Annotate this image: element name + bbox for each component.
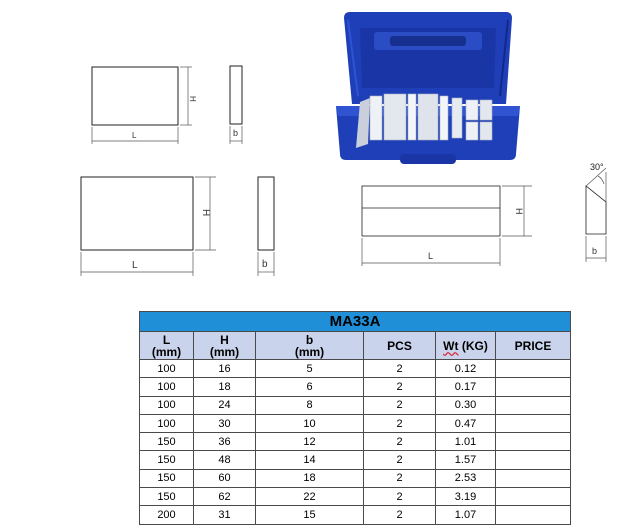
table-cell: 1.57 (436, 451, 496, 469)
header-line1: PRICE (514, 338, 552, 353)
table-row (140, 414, 571, 432)
table-cell: 24 (194, 396, 256, 414)
table-row (140, 396, 571, 414)
table-body (140, 360, 571, 525)
column-header (436, 332, 496, 360)
dim-label-b: b (592, 246, 598, 256)
table-cell: 100 (140, 378, 194, 396)
table-cell: 0.30 (436, 396, 496, 414)
table-cell: 62 (194, 488, 256, 506)
table-cell: 10 (256, 414, 364, 432)
table-cell: 0.17 (436, 378, 496, 396)
table-cell (496, 488, 571, 506)
product-photo-case (330, 6, 526, 166)
table-cell: 0.12 (436, 360, 496, 378)
table-cell (496, 396, 571, 414)
dim-label-l: L (428, 251, 434, 261)
table-cell: 2 (364, 360, 436, 378)
table-row (140, 433, 571, 451)
table-cell: 22 (256, 488, 364, 506)
header-line1: L (162, 332, 171, 347)
table-cell: 100 (140, 414, 194, 432)
table-cell: 48 (194, 451, 256, 469)
table-cell: 2 (364, 433, 436, 451)
diagram-block-large-front (72, 168, 222, 280)
table-cell: 100 (140, 396, 194, 414)
table-cell: 12 (256, 433, 364, 451)
table-cell: 8 (256, 396, 364, 414)
header-line1: b (305, 332, 314, 347)
table-cell: 100 (140, 360, 194, 378)
column-header (364, 332, 436, 360)
table-row (140, 506, 571, 524)
table-cell: 30 (194, 414, 256, 432)
table-header-row (140, 332, 571, 360)
table-cell (496, 414, 571, 432)
dim-label-l: L (132, 131, 137, 140)
table-cell: 2 (364, 506, 436, 524)
table-cell (496, 378, 571, 396)
table-cell: 1.07 (436, 506, 496, 524)
table-cell: 2 (364, 414, 436, 432)
column-header (496, 332, 571, 360)
spec-table (139, 311, 571, 525)
table-cell: 150 (140, 433, 194, 451)
header-line1: H (220, 332, 229, 347)
table-row (140, 488, 571, 506)
table-cell: 2 (364, 451, 436, 469)
table-cell: 2 (364, 378, 436, 396)
table-cell: 15 (256, 506, 364, 524)
table-cell: 60 (194, 469, 256, 487)
table-cell: 16 (194, 360, 256, 378)
table-row (140, 469, 571, 487)
header-line2: (KG) (458, 338, 488, 353)
table-cell (496, 469, 571, 487)
dim-label-b: b (233, 128, 239, 138)
angle-label: 30° (590, 162, 604, 172)
table-row (140, 360, 571, 378)
column-header (140, 332, 194, 360)
header-line1: Wt (443, 338, 459, 353)
diagram-block-small-front (80, 58, 210, 148)
table-row (140, 378, 571, 396)
header-line2: (mm) (151, 344, 182, 359)
table-cell (496, 506, 571, 524)
table-cell (496, 433, 571, 451)
column-header (194, 332, 256, 360)
column-header (256, 332, 364, 360)
dim-label-h: H (514, 208, 524, 215)
header-line2: (mm) (294, 344, 325, 359)
table-cell: 0.47 (436, 414, 496, 432)
table-cell: 18 (194, 378, 256, 396)
header-line2: (mm) (209, 344, 240, 359)
table-cell: 2 (364, 469, 436, 487)
diagram-block-long-front (352, 176, 537, 268)
table-cell: 150 (140, 488, 194, 506)
table-cell: 150 (140, 469, 194, 487)
diagram-block-large-side (250, 168, 284, 280)
table-cell: 200 (140, 506, 194, 524)
dim-label-h: H (200, 209, 211, 217)
table-cell: 3.19 (436, 488, 496, 506)
dim-label-l: L (132, 260, 138, 271)
diagram-block-chamfer-side (576, 158, 636, 270)
table-cell: 2 (364, 488, 436, 506)
table-cell: 1.01 (436, 433, 496, 451)
diagram-block-small-side (222, 58, 252, 148)
table-cell: 14 (256, 451, 364, 469)
table-cell (496, 451, 571, 469)
dim-label-h: H (188, 96, 197, 102)
dim-label-b: b (262, 259, 268, 270)
header-line1: PCS (387, 338, 412, 353)
table-cell: 2 (364, 396, 436, 414)
spec-table-container (139, 311, 570, 527)
table-cell: 6 (256, 378, 364, 396)
table-cell: 36 (194, 433, 256, 451)
table-cell: 31 (194, 506, 256, 524)
table-row (140, 451, 571, 469)
table-cell: 2.53 (436, 469, 496, 487)
table-cell (496, 360, 571, 378)
table-title: MA33A (140, 312, 571, 332)
table-cell: 150 (140, 451, 194, 469)
table-cell: 5 (256, 360, 364, 378)
table-cell: 18 (256, 469, 364, 487)
